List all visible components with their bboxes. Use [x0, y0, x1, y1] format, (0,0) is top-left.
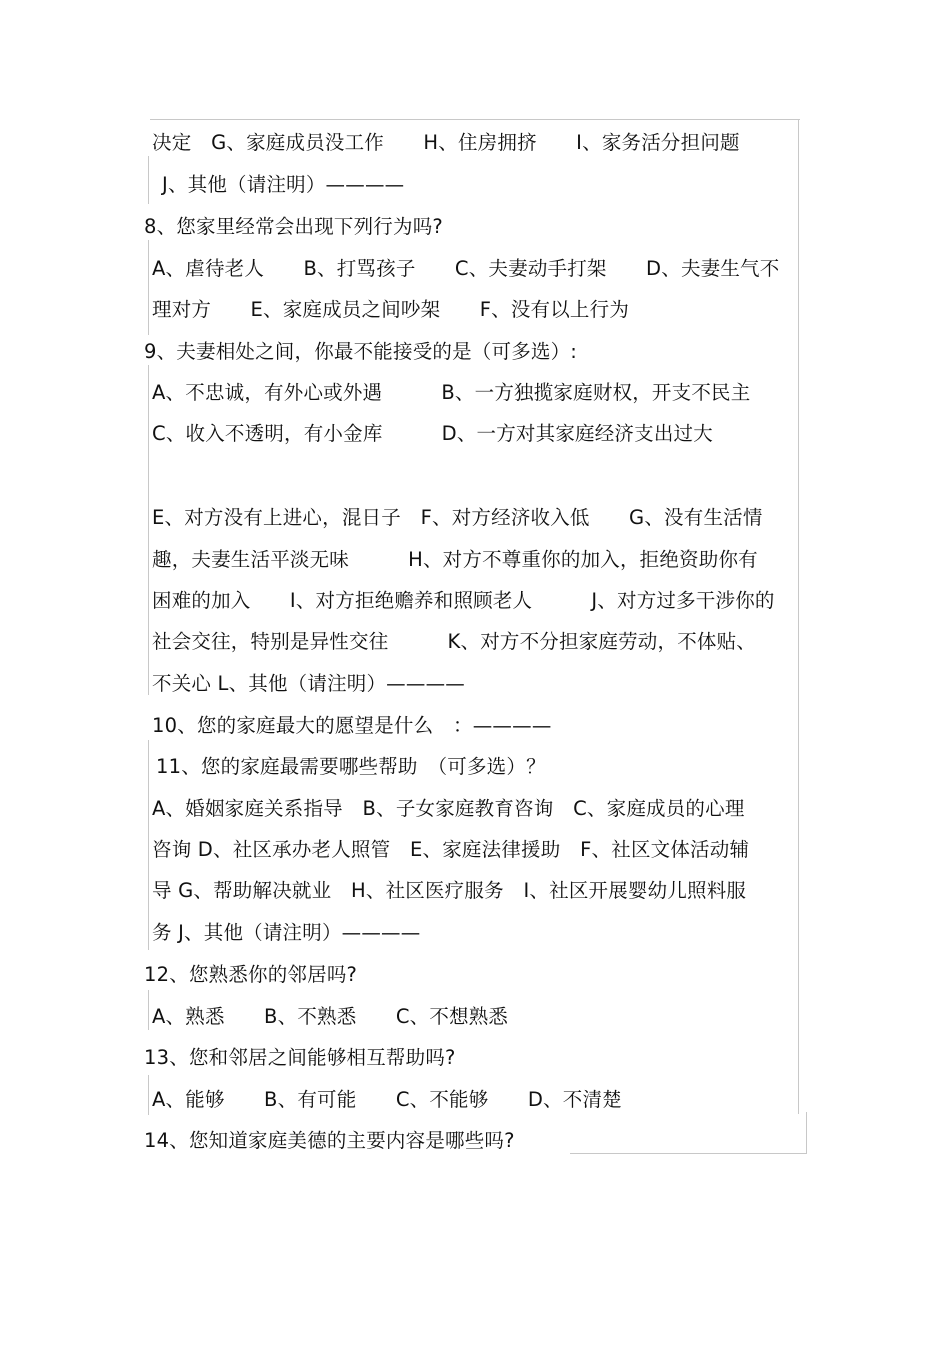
text-line: 理对方 E、家庭成员之间吵架 F、没有以上行为 [152, 298, 630, 321]
question-14: 14、您知道家庭美德的主要内容是哪些吗? [144, 1129, 515, 1152]
text-line: A、婚姻家庭关系指导 B、子女家庭教育咨询 C、家庭成员的心理 [152, 797, 745, 820]
frame-left-line-4 [148, 740, 149, 950]
frame-left-line [148, 156, 149, 204]
text-line: 趣，夫妻生活平淡无味 H、对方不尊重你的加入，拒绝资助你有 [152, 548, 758, 571]
text-line: A、不忠诚，有外心或外遇 B、一方独揽家庭财权，开支不民主 [152, 381, 751, 404]
text-line: 咨询 D、社区承办老人照管 E、家庭法律援助 F、社区文体活动辅 [152, 838, 750, 861]
question-11: 11、您的家庭最需要哪些帮助 （可多选）？ [156, 755, 546, 778]
frame-left-line-2 [148, 240, 149, 335]
frame-top-line [150, 119, 800, 120]
text-line: E、对方没有上进心，混日子 F、对方经济收入低 G、没有生活情 [152, 506, 763, 529]
text-line: J、其他（请注明）———— [162, 173, 405, 196]
question-10: 10、您的家庭最大的愿望是什么 ：———— [152, 714, 552, 737]
text-line: 导 G、帮助解决就业 H、社区医疗服务 I、社区开展婴幼儿照料服 [152, 879, 747, 902]
question-8: 8、您家里经常会出现下列行为吗? [144, 215, 443, 238]
text-line: 困难的加入 I、对方拒绝赡养和照顾老人 J、对方过多干涉你的 [152, 589, 775, 612]
frame-right-line [798, 119, 799, 1114]
text-line: 决定 G、家庭成员没工作 H、住房拥挤 I、家务活分担问题 [152, 131, 740, 154]
text-line: A、能够 B、有可能 C、不能够 D、不清楚 [152, 1088, 622, 1111]
text-line: 务 J、其他（请注明）———— [152, 921, 421, 944]
question-13: 13、您和邻居之间能够相互帮助吗? [144, 1046, 456, 1069]
text-line: 社会交往，特别是异性交往 K、对方不分担家庭劳动，不体贴、 [152, 630, 756, 653]
text-line: A、虐待老人 B、打骂孩子 C、夫妻动手打架 D、夫妻生气不 [152, 257, 780, 280]
text-line: C、收入不透明，有小金库 D、一方对其家庭经济支出过大 [152, 422, 713, 445]
question-12: 12、您熟悉你的邻居吗? [144, 963, 358, 986]
frame-bottom-line [570, 1153, 807, 1154]
text-line: A、熟悉 B、不熟悉 C、不想熟悉 [152, 1005, 509, 1028]
question-9: 9、夫妻相处之间，你最不能接受的是（可多选）: [144, 340, 578, 363]
frame-left-line-3 [148, 365, 149, 695]
frame-left-line-5 [148, 990, 149, 1030]
text-line: 不关心 L、其他（请注明）———— [152, 672, 465, 695]
frame-right-line-lower [806, 1112, 807, 1154]
frame-left-line-6 [148, 1075, 149, 1115]
